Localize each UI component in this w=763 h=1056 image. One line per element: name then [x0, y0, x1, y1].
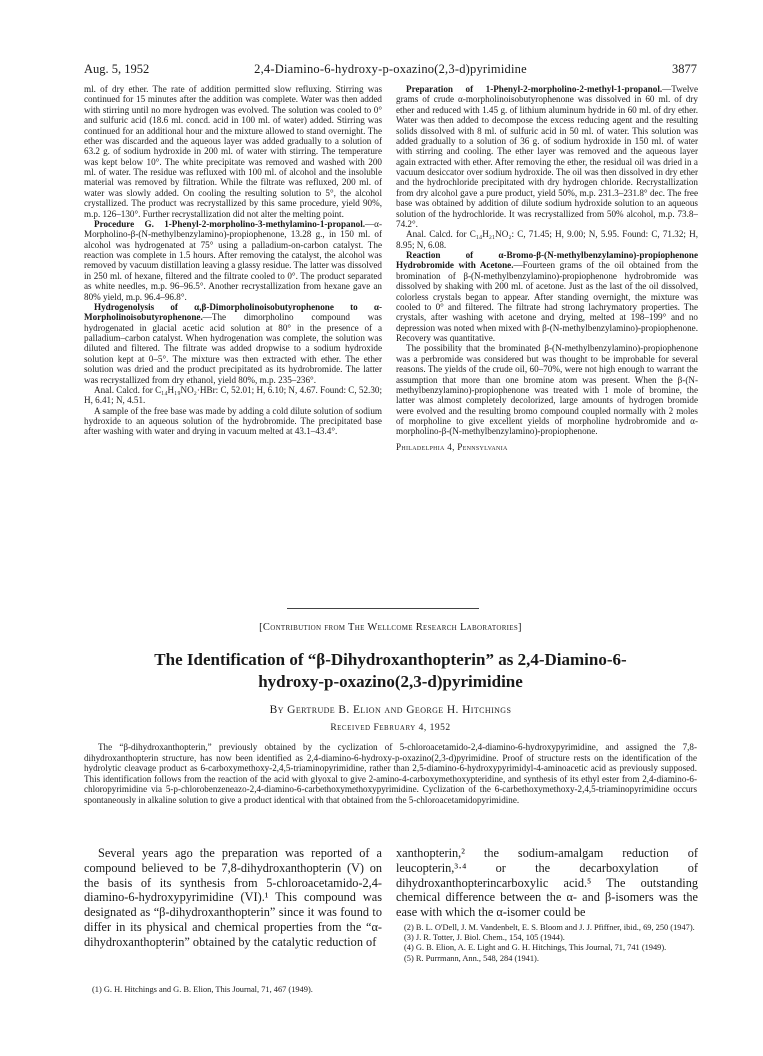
- footnote: (2) B. L. O'Dell, J. M. Vandenbelt, E. S. Bloom and J. J. Pfiffner, ibid., 69, 250 (1947).: [404, 922, 695, 932]
- paragraph: ml. of dry ether. The rate of addition permitted slow refluxing. Stirring was continued for 15 minutes after the addition was complete. Water was then added with stirring until no more hydrogen was evolved. The solution was cooled to 0° and sulfuric acid (18.6 ml. concd. acid in 100 ml. of water) added. Stirring was continued for an additional hour and the mixture allowed to stand overnight. The ether was discarded and the aqueous layer was added gradually to a solution of 63.2 g. of sodium hydroxide in 200 ml. of water with stirring. The temperature was kept below 10°. The white precipitate was removed and washed with 200 ml. of water. The residue was refluxed with 100 ml. of alcohol and the insoluble material was removed by filtration. While the filtrate was refluxed, 200 ml. of water was slowly added. On cooling the resulting solution to 5°, the alcohol crystallized. The product was recrystallized by this same procedure, yield 90%, m.p. 126–130°. Further recrystallization did not alter the melting point.: [84, 84, 382, 219]
- abstract-text: The “β-dihydroxanthopterin,” previously obtained by the cyclization of 5-chloroacetamido-2,4-diamino-6-hydroxypyrimidine, and assigned the 7,8-dihydroxanthopterin structure, has now been identified as 2,4-diamino-6-hydroxy-p-oxazino(2,3-d)pyrimidine. Proof of structure rests on the identification of the hydrolytic cleavage product as 6-carboxymethoxy-2,4,5-triaminopyrimidine, rather than 2,5-diamino-6-hydroxypyrimidyl-4-aminoacetic acid as previously supposed. This identification follows from the reaction of the acid with glyoxal to give 2-amino-4-carboxymethoxypteridine, and synthesis of its ethyl ester from 2,4-diamino-6-chloropyrimidine via 5-p-chlorobenzeneazo-2,4-diamino-6-carbethoxymethoxypyrimidine. Cyclization of the 6-carbethoxymethoxy-2,4,5-triaminopyrimidine occurs spontaneously in alkaline solution to give a product identical with that obtained from the 5-chloroacetamidopyrimidine.: [84, 742, 697, 805]
- article-title: [90, 649, 691, 693]
- body-paragraph: xanthopterin,² the sodium-amalgam reduction of leucopterin,³·⁴ or the decarboxylation of dihydroxanthopterincarboxylic acid.⁵ The outstanding chemical difference between the α- and β-isomers was the ease with which the α-isomer could be: [396, 846, 698, 920]
- analysis-line: Anal. Calcd. for C₁₄H₁₉NO₂·HBr: C, 52.01; H, 6.10; N, 4.67. Found: C, 52.30; H, 6.41; N, 4.51.: [84, 384, 382, 406]
- received-date: Received February 4, 1952: [330, 723, 451, 733]
- procedure-heading: Reaction of α-Bromo-β-(N-methylbenzylamino)-propiophenone Hydrobromide with Acetone.: [396, 250, 698, 271]
- section-divider: [287, 608, 479, 609]
- location-signature: Philadelphia 4, Pennsylvania: [396, 441, 508, 452]
- paragraph: Procedure G. 1-Phenyl-2-morpholino-3-methylamino-1-propanol.—α-Morpholino-β-(N-methylbenzylamino)-propiophenone, 13.28 g., in 150 ml. of alcohol was hydrogenated at 75° using a palladium-on-carbon catalyst. The reaction was complete in 1.5 hours. After removing the catalyst, the alcohol was removed by vacuum distillation leaving a glassy residue. The latter was dissolved in 250 ml. of hexane, filtered and the filtrate cooled to 0°. The product separated as white needles, m.p. 96–96.5°. Another recrystallization from hexane gave an 80% yield, m.p. 96.4–96.8°.: [84, 218, 382, 302]
- footnote: (3) J. R. Totter, J. Biol. Chem., 154, 105 (1944).: [404, 933, 565, 943]
- abstract: [84, 742, 697, 806]
- right-column: [396, 84, 698, 452]
- article-title-line-2: hydroxy-p-oxazino(2,3-d)pyrimidine: [258, 672, 523, 691]
- article-title-line-1: The Identification of “β-Dihydroxanthopterin” as 2,4-Diamino-6-: [154, 650, 627, 669]
- paragraph: A sample of the free base was made by adding a cold dilute solution of sodium hydroxide to an aqueous solution of the hydrobromide. The precipitated base after washing with water and drying in vacuum melted at 43.1–43.4°.: [84, 405, 382, 437]
- footnotes-left: [84, 985, 382, 995]
- running-head-date: Aug. 5, 1952: [84, 62, 150, 76]
- running-head-title: 2,4-Diamino-6-hydroxy-p-oxazino(2,3-d)pyrimidine: [254, 62, 527, 76]
- paragraph: Hydrogenolysis of α,β-Dimorpholinoisobutyrophenone to α-Morpholinoisobutyrophenone.—The dimorpholino compound was hydrogenated in glacial acetic acid solution at 80° in the presence of a palladium–carbon catalyst. When hydrogenation was complete, the solution was diluted and filtered. The filtrate was added dropwise to a sodium hydroxide solution kept at 0–5°. The mixture was then extracted with ether. The ether solution was dried and the product precipitated as its hydrobromide. The latter was recrystallized from dry ethanol, yield 80%, m.p. 235–236°.: [84, 301, 382, 385]
- contribution-line: [Contribution from The Wellcome Research Laboratories]: [259, 622, 522, 633]
- body-right-column: [396, 846, 698, 964]
- paragraph: Reaction of α-Bromo-β-(N-methylbenzylamino)-propiophenone Hydrobromide with Acetone.—Fourteen grams of the oil obtained from the bromination of β-(N-methylbenzylamino)-propiophenone hydrobromide was dissolved by shaking with 200 ml. of acetone. Just as the last of the oil dissolved, colorless crystals began to appear. After standing overnight, the mixture was cooled to 0° and filtered. The filtrate had strong lachrymatory properties. The crystals, after washing with acetone and drying, melted at 198–199° and no depression was noted when mixed with β-(N-methylbenzylamino)-propiophenone. Recovery was quantitative.: [396, 250, 698, 343]
- paragraph: Preparation of 1-Phenyl-2-morpholino-2-methyl-1-propanol.—Twelve grams of crude α-morpholinoisobutyrophenone was dissolved in 60 ml. of dry ether and reduced with 1.45 g. of lithium aluminum hydride in 60 ml. of dry ether. Water was then added to decompose the excess reducing agent and the resulting solids dissolved with 8 ml. of sulfuric acid in 50 ml. of water. This solution was added gradually to a solution of 36 g. of sodium hydroxide in 150 ml. of water with stirring and cooling. The ether layer was removed and the aqueous layer again extracted with ether. After removing the ether, the residual oil was dried in a vacuum desiccator over sodium hydroxide. The oil was then dissolved in dry ether and the hydrochloride precipitated with dry hydrogen chloride. Recrystallization from dry alcohol gave a pure product, yield 50%, m.p. 231.3–231.8° dec. The free base was obtained by addition of dilute sodium hydroxide solution to an aqueous solution of the hydrochloride. It was recrystallized from 50% alcohol, m.p. 73.8–74.2°.: [396, 84, 698, 229]
- footnote: (5) R. Purrmann, Ann., 548, 284 (1941).: [404, 953, 539, 963]
- footnote: (4) G. B. Elion, A. E. Light and G. H. Hitchings, This Journal, 71, 741 (1949).: [404, 943, 667, 953]
- analysis-line: Anal. Calcd. for C₁₄H₂₁NO₂: C, 71.45; H, 9.00; N, 5.95. Found: C, 71.32; H, 8.95; N, 6.08.: [396, 229, 698, 250]
- paragraph: The possibility that the brominated β-(N-methylbenzylamino)-propiophenone was a perbromide was considered but was thought to be improbable for several reasons. The yields of the crude oil, 60–70%, were not high enough to warrant the assumption that more than one bromine atom was present. When the β-(N-methylbenzylamino)-propiophenone was treated with 1 mole of bromine, the latter was almost completely decolorized, large amounts of hydrogen bromide were evolved and the resulting bromo compound coupled normally with 2 moles of morpholine to give excellent yields of morpholine hydrobromide and α-morpholino-β-(N-methylbenzylamino)-propiophenone.: [396, 343, 698, 437]
- author-byline: By Gertrude B. Elion and George H. Hitchings: [269, 704, 512, 716]
- page-number: 3877: [672, 62, 697, 76]
- body-paragraph: Several years ago the preparation was reported of a compound believed to be 7,8-dihydroxanthopterin (V) on the basis of its synthesis from 5-chloroacetamido-2,4-diamino-6-hydroxypyrimidine (VI).¹ This compound was designated as “β-dihydroxanthopterin” since it was found to differ in its physical and chemical properties from the “α-dihydroxanthopterin” obtained by the catalytic reduction of: [84, 846, 382, 949]
- procedure-heading: Hydrogenolysis of α,β-Dimorpholinoisobutyrophenone to α-Morpholinoisobutyrophenone.: [84, 301, 382, 323]
- left-column: [84, 84, 382, 437]
- procedure-heading: Procedure G. 1-Phenyl-2-morpholino-3-methylamino-1-propanol.: [94, 218, 366, 229]
- running-head: [84, 62, 697, 78]
- footnote: (1) G. H. Hitchings and G. B. Elion, This Journal, 71, 467 (1949).: [92, 985, 313, 994]
- procedure-heading: Preparation of 1-Phenyl-2-morpholino-2-methyl-1-propanol.: [406, 84, 663, 94]
- footnotes-right: [396, 923, 698, 964]
- body-left-column: [84, 846, 382, 950]
